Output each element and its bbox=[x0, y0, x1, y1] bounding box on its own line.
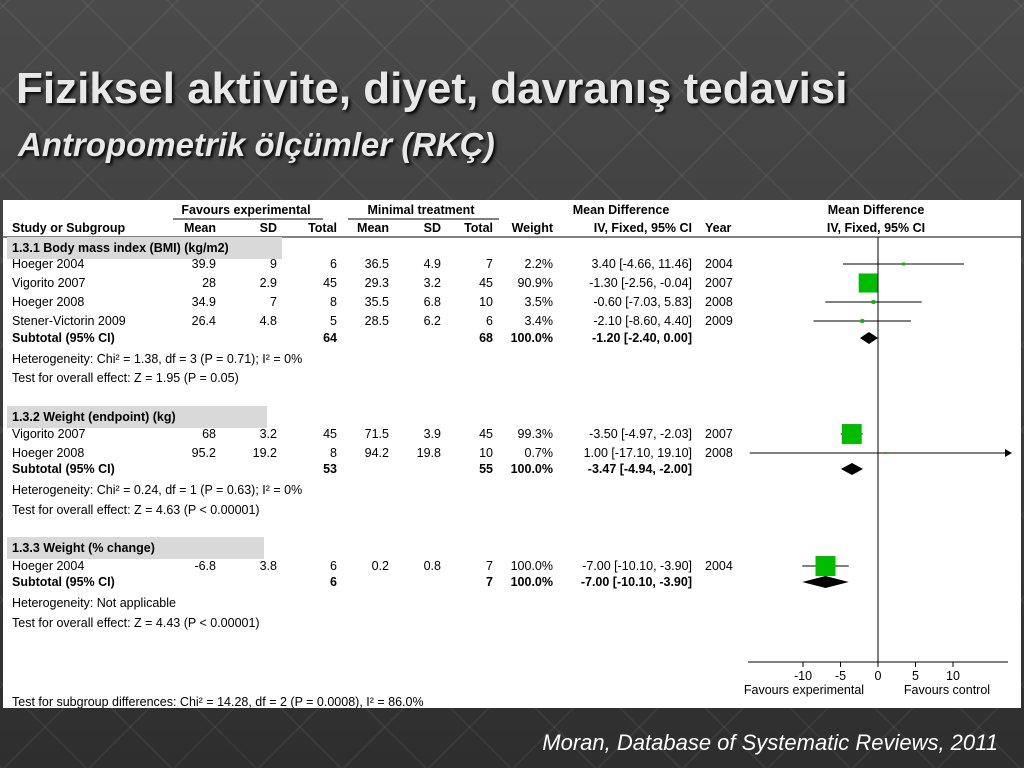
subtotal-total-exp: 53 bbox=[323, 462, 337, 476]
ci-arrow bbox=[1005, 449, 1012, 457]
overall-effect-text: Test for overall effect: Z = 4.43 (P < 0.00001) bbox=[12, 616, 260, 630]
study-weight: 2.2% bbox=[524, 257, 553, 271]
study-ci: -3.50 [-4.97, -2.03] bbox=[589, 427, 692, 441]
header-plot-mean-difference: Mean Difference bbox=[827, 203, 925, 217]
study-name: Stener-Victorin 2009 bbox=[12, 314, 126, 328]
subtotal-weight: 100.0% bbox=[510, 462, 553, 476]
study-total-exp: 45 bbox=[323, 427, 337, 441]
study-total-ctrl: 10 bbox=[479, 295, 493, 309]
header-group-experimental: Favours experimental bbox=[181, 203, 311, 217]
study-mean-exp: 39.9 bbox=[191, 257, 216, 271]
x-axis-tick-label: 10 bbox=[946, 669, 960, 683]
col-header-plot-ci: IV, Fixed, 95% CI bbox=[826, 221, 926, 235]
study-total-exp: 6 bbox=[330, 257, 337, 271]
study-ci: -0.60 [-7.03, 5.83] bbox=[593, 295, 692, 309]
study-sd-ctrl: 3.9 bbox=[423, 427, 441, 441]
forest-plot-panel bbox=[3, 200, 1021, 708]
study-weight: 100.0% bbox=[510, 559, 553, 573]
study-name: Hoeger 2008 bbox=[12, 446, 85, 460]
study-mean-ctrl: 35.5 bbox=[364, 295, 389, 309]
study-sd-ctrl: 19.8 bbox=[416, 446, 441, 460]
study-name: Hoeger 2004 bbox=[12, 257, 85, 271]
study-total-ctrl: 45 bbox=[479, 427, 493, 441]
subtotal-ci: -1.20 [-2.40, 0.00] bbox=[591, 331, 692, 345]
subtotal-total-ctrl: 7 bbox=[486, 575, 493, 589]
heterogeneity-text: Heterogeneity: Not applicable bbox=[12, 596, 176, 610]
study-mean-exp: 28 bbox=[202, 276, 216, 290]
subtotal-weight: 100.0% bbox=[510, 331, 553, 345]
study-year: 2008 bbox=[705, 295, 733, 309]
subgroup-differences-text: Test for subgroup differences: Chi² = 14.28, df = 2 (P = 0.0008), I² = 86.0% bbox=[12, 695, 424, 708]
study-weight: 3.5% bbox=[524, 295, 553, 309]
study-total-ctrl: 10 bbox=[479, 446, 493, 460]
study-total-ctrl: 6 bbox=[486, 314, 493, 328]
subtotal-diamond bbox=[860, 332, 878, 344]
study-name: Vigorito 2007 bbox=[12, 427, 86, 441]
study-year: 2009 bbox=[705, 314, 733, 328]
col-header-study: Study or Subgroup bbox=[12, 221, 126, 235]
study-name: Vigorito 2007 bbox=[12, 276, 86, 290]
study-mean-ctrl: 36.5 bbox=[364, 257, 389, 271]
study-ci: -2.10 [-8.60, 4.40] bbox=[593, 314, 692, 328]
study-sd-exp: 3.2 bbox=[259, 427, 277, 441]
study-weight: 0.7% bbox=[524, 446, 553, 460]
effect-square bbox=[885, 452, 887, 454]
col-header-sd-exp: SD bbox=[259, 221, 277, 235]
axis-label-favours-experimental: Favours experimental bbox=[743, 683, 865, 697]
subtotal-total-exp: 64 bbox=[323, 331, 337, 345]
slide-title: Fiziksel aktivite, diyet, davranış tedavisi bbox=[16, 64, 848, 113]
subtotal-total-exp: 6 bbox=[330, 575, 337, 589]
col-header-mean-ctrl: Mean bbox=[357, 221, 389, 235]
study-mean-exp: 34.9 bbox=[191, 295, 216, 309]
study-total-ctrl: 7 bbox=[486, 559, 493, 573]
subtotal-ci: -3.47 [-4.94, -2.00] bbox=[587, 462, 692, 476]
study-total-ctrl: 7 bbox=[486, 257, 493, 271]
study-sd-ctrl: 6.2 bbox=[423, 314, 441, 328]
col-header-sd-ctrl: SD bbox=[423, 221, 441, 235]
subgroup-header: 1.3.1 Body mass index (BMI) (kg/m2) bbox=[12, 241, 229, 255]
subtotal-label: Subtotal (95% CI) bbox=[12, 462, 115, 476]
subgroup-header: 1.3.2 Weight (endpoint) (kg) bbox=[12, 410, 176, 424]
study-year: 2007 bbox=[705, 427, 733, 441]
header-group-minimal: Minimal treatment bbox=[367, 203, 475, 217]
effect-square bbox=[860, 319, 864, 323]
study-total-exp: 6 bbox=[330, 559, 337, 573]
col-header-total-ctrl: Total bbox=[464, 221, 493, 235]
overall-effect-text: Test for overall effect: Z = 1.95 (P = 0.05) bbox=[12, 371, 239, 385]
subtotal-label: Subtotal (95% CI) bbox=[12, 331, 115, 345]
study-mean-exp: 68 bbox=[202, 427, 216, 441]
study-year: 2004 bbox=[705, 257, 733, 271]
subtotal-diamond bbox=[802, 576, 849, 588]
study-sd-exp: 3.8 bbox=[259, 559, 277, 573]
col-header-mean-exp: Mean bbox=[184, 221, 216, 235]
study-ci: -1.30 [-2.56, -0.04] bbox=[589, 276, 692, 290]
study-year: 2007 bbox=[705, 276, 733, 290]
study-mean-ctrl: 94.2 bbox=[364, 446, 389, 460]
effect-square bbox=[842, 424, 862, 444]
col-header-ci: IV, Fixed, 95% CI bbox=[593, 221, 692, 235]
subgroup-header: 1.3.3 Weight (% change) bbox=[12, 541, 155, 555]
slide-subtitle: Antropometrik ölçümler (RKÇ) bbox=[18, 126, 495, 163]
study-weight: 99.3% bbox=[517, 427, 553, 441]
col-header-weight: Weight bbox=[511, 221, 553, 235]
citation: Moran, Database of Systematic Reviews, 2011 bbox=[542, 730, 998, 755]
study-mean-ctrl: 28.5 bbox=[364, 314, 389, 328]
effect-square bbox=[859, 273, 878, 292]
subtotal-ci: -7.00 [-10.10, -3.90] bbox=[580, 575, 692, 589]
study-total-exp: 8 bbox=[330, 446, 337, 460]
study-sd-exp: 2.9 bbox=[259, 276, 277, 290]
study-weight: 90.9% bbox=[517, 276, 553, 290]
study-sd-exp: 9 bbox=[270, 257, 277, 271]
x-axis-tick-label: 0 bbox=[874, 669, 882, 683]
forest-plot bbox=[3, 200, 1021, 708]
study-ci: 1.00 [-17.10, 19.10] bbox=[583, 446, 692, 460]
study-total-exp: 5 bbox=[330, 314, 337, 328]
study-weight: 3.4% bbox=[524, 314, 553, 328]
study-mean-ctrl: 29.3 bbox=[364, 276, 389, 290]
study-sd-ctrl: 4.9 bbox=[423, 257, 441, 271]
overall-effect-text: Test for overall effect: Z = 4.63 (P < 0.00001) bbox=[12, 503, 260, 517]
study-ci: -7.00 [-10.10, -3.90] bbox=[582, 559, 692, 573]
study-sd-ctrl: 0.8 bbox=[423, 559, 441, 573]
study-sd-exp: 7 bbox=[270, 295, 277, 309]
study-mean-exp: 95.2 bbox=[191, 446, 216, 460]
col-header-total-exp: Total bbox=[308, 221, 337, 235]
study-total-exp: 8 bbox=[330, 295, 337, 309]
study-name: Hoeger 2008 bbox=[12, 295, 85, 309]
effect-square bbox=[816, 556, 836, 576]
subtotal-diamond bbox=[841, 463, 863, 475]
heterogeneity-text: Heterogeneity: Chi² = 0.24, df = 1 (P = 0.63); I² = 0% bbox=[12, 483, 303, 497]
heterogeneity-text: Heterogeneity: Chi² = 1.38, df = 3 (P = 0.71); I² = 0% bbox=[12, 352, 303, 366]
subtotal-total-ctrl: 68 bbox=[479, 331, 493, 345]
x-axis-tick-label: -10 bbox=[793, 669, 813, 683]
study-year: 2004 bbox=[705, 559, 733, 573]
study-sd-exp: 19.2 bbox=[252, 446, 277, 460]
study-sd-ctrl: 3.2 bbox=[423, 276, 441, 290]
study-sd-exp: 4.8 bbox=[259, 314, 277, 328]
study-mean-exp: -6.8 bbox=[194, 559, 216, 573]
study-ci: 3.40 [-4.66, 11.46] bbox=[591, 257, 692, 271]
study-name: Hoeger 2004 bbox=[12, 559, 85, 573]
subtotal-total-ctrl: 55 bbox=[479, 462, 493, 476]
study-year: 2008 bbox=[705, 446, 733, 460]
study-mean-exp: 26.4 bbox=[191, 314, 216, 328]
effect-square bbox=[902, 263, 905, 266]
study-sd-ctrl: 6.8 bbox=[423, 295, 441, 309]
col-header-year: Year bbox=[705, 221, 732, 235]
subtotal-weight: 100.0% bbox=[510, 575, 553, 589]
x-axis-tick-label: -5 bbox=[834, 669, 847, 683]
effect-square bbox=[872, 300, 876, 304]
x-axis-tick-label: 5 bbox=[912, 669, 919, 683]
study-mean-ctrl: 0.2 bbox=[371, 559, 389, 573]
study-total-ctrl: 45 bbox=[479, 276, 493, 290]
study-total-exp: 45 bbox=[323, 276, 337, 290]
study-mean-ctrl: 71.5 bbox=[364, 427, 389, 441]
header-mean-difference: Mean Difference bbox=[572, 203, 670, 217]
subtotal-label: Subtotal (95% CI) bbox=[12, 575, 115, 589]
axis-label-favours-control: Favours control bbox=[903, 683, 991, 697]
